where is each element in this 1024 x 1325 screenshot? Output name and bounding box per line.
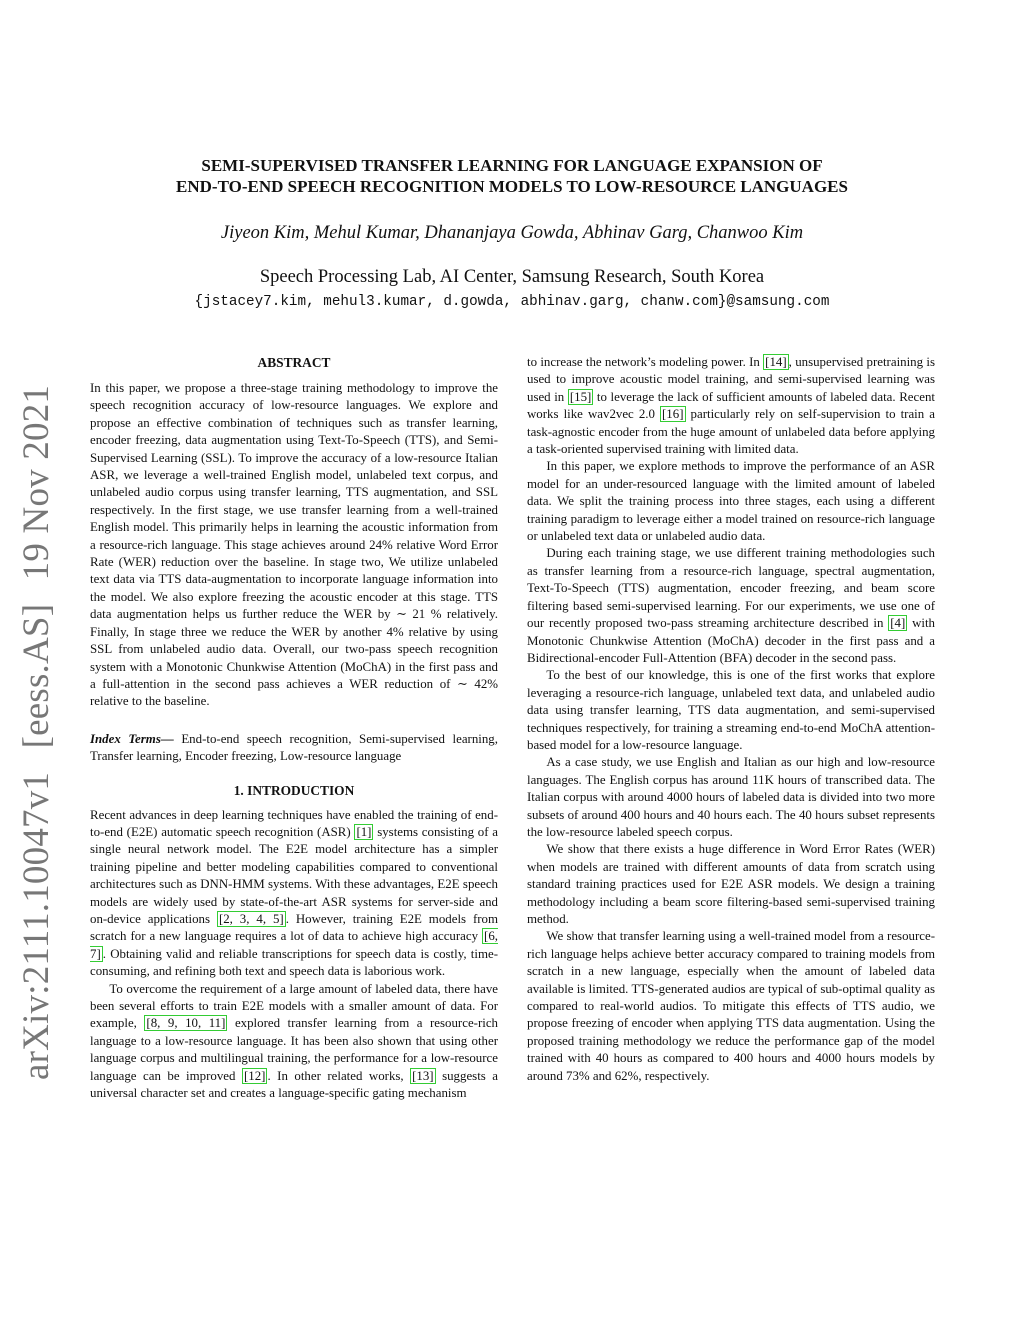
citation-link[interactable]	[410, 1068, 435, 1084]
citation-label: [2, 3, 4, 5]	[218, 911, 284, 926]
citation-label: [14]	[765, 355, 787, 369]
text-run: To overcome the requirement of a large amount of labeled data, there have been several efforts to train E2E models with a smaller amount of data. For example,	[90, 981, 498, 1031]
abstract-text: In this paper, we propose a three-stage training methodology to improve the speech recognition accuracy of low-resource languages. We explore and propose an effective combination of techniques such as transfer learning, encoder freezing, data augmentation using Text-To-Speech (TTS), and Semi-Supervised Learning (SSL). To improve the accuracy of a low-resource Italian ASR, we leverage a well-trained English model, unlabeled text corpus, and unlabeled audio corpus using transfer learning, TTS augmentation, and SSL respectively. In the first stage, we use transfer learning from a well-trained English model. This primarily helps in learning the acoustic information from a resource-rich language. This stage achieves around 24% relative Word Error Rate (WER) reduction over the baseline. In stage two, We utilize unlabeled text data via TTS data-augmentation to incorporate language information into the model. We also explore freezing the acoustic encoder at this stage. TTS data augmentation helps us further reduce the WER by ∼ 21 % relatively. Finally, In stage three we reduce the WER by another 4% relative by using SSL from unlabeled audio data. Overall, our two-pass speech recognition system with a Monotonic Chunkwise Attention (MoChA) in the first pass and a full-attention in the second pass achieves a WER reduction of ∼ 42% relative to the baseline.	[90, 381, 498, 709]
intro-paragraph-3	[527, 354, 935, 458]
arxiv-side-stamp	[7, 320, 67, 1080]
intro-paragraph-2	[90, 981, 498, 1103]
citation-link[interactable]	[144, 1015, 227, 1031]
paper-title	[60, 155, 964, 197]
email-list: {jstacey7.kim, mehul3.kumar, d.gowda, abhinav.garg, chanw.com}@samsung.com	[194, 294, 830, 310]
intro-paragraph-1	[90, 807, 498, 981]
citation-link[interactable]	[354, 824, 373, 840]
text-run: . In other related works,	[267, 1068, 411, 1083]
emails	[60, 291, 964, 312]
citation-link[interactable]	[217, 911, 286, 927]
citation-label: [13]	[412, 1068, 434, 1083]
intro-paragraph-7: As a case study, we use English and Italian as our high and low-resource languages. The English corpus has around 11K hours of transcribed data. The Italian corpus with around 4000 hours of labeled data is divided into two more subsets of around 400 hours and 40 hours each. The 40 hours subset represents the low-resource labeled speech corpus.	[527, 755, 935, 839]
text-run: . Obtaining valid and reliable transcriptions for speech data is costly, time-consuming, and refining both text and speech data is laborious work.	[90, 946, 498, 979]
citation-link[interactable]	[660, 406, 685, 422]
intro-paragraph-8: We show that there exists a huge difference in Word Error Rates (WER) when models are trained with different amounts of data from scratch using standard training practices used for E2E ASR models. We design a training methodology including a beam score filtering-based semi-supervised training method.	[527, 842, 935, 926]
citation-label: [12]	[243, 1068, 266, 1083]
citation-link[interactable]	[888, 615, 907, 631]
text-run: suggests a universal character set and creates a language-specific gating mechanism	[90, 1068, 498, 1101]
citation-label: [16]	[662, 407, 684, 422]
arxiv-id: arXiv:2111.10047v1	[16, 771, 57, 1080]
citation-label: [1]	[356, 824, 372, 839]
text-run: explored transfer learning from a resource-rich language to a low-resource language. It has been also shown that using other language corpus and multilingual training, the performance for a low-resource language can be improved	[90, 1016, 498, 1083]
citation-label: [15]	[569, 389, 592, 404]
citation-link[interactable]	[568, 389, 593, 405]
citation-label: [8, 9, 10, 11]	[146, 1016, 226, 1031]
right-column	[527, 354, 935, 1085]
citation-link[interactable]	[242, 1068, 267, 1084]
text-run: . However, training E2E models from scratch for a new language requires a lot of data to achieve high accuracy	[90, 911, 499, 944]
arxiv-category: [eess.AS]	[16, 603, 57, 749]
intro-paragraph-9: We show that transfer learning using a well-trained model from a resource-rich language helps achieve better accuracy compared to training models from scratch in a new language, especially when the amount of labeled data available is limited. TTS-generated audios are typical of sub-optimal quality as compared to real-world audios. To mitigate this effects of TTS audio, we propose freezing of encoder when applying TTS data augmentation. Using the proposed training methodology we reduce the performance gap of the model trained with 40 hours as compared to 400 hours and 4000 hours models by around 73% and 62%, respectively.	[527, 929, 935, 1083]
text-run: Recent advances in deep learning techniques have enabled the training of end-to-end (E2E) automatic speech recognition (ASR)	[90, 807, 498, 839]
index-terms	[90, 731, 498, 766]
citation-label: [4]	[890, 616, 906, 631]
left-column	[90, 354, 498, 1102]
authors: Jiyeon Kim, Mehul Kumar, Dhananjaya Gowda, Abhinav Garg, Chanwoo Kim	[220, 223, 804, 243]
text-run: systems consisting of a single neural network model. The E2E model architecture has a simpler training pipeline and better modeling capabilities compared to conventional architectures such as DNN-HMM systems. With these advantages, E2E speech models are widely used by state-of-the-art ASR systems for server-side and on-device applications	[90, 824, 498, 926]
arxiv-date: 19 Nov 2021	[16, 384, 57, 581]
index-terms-label: Index Terms—	[90, 731, 174, 746]
intro-heading: 1. INTRODUCTION	[233, 782, 355, 798]
intro-paragraph-4: In this paper, we explore methods to improve the performance of an ASR model for an under-resourced language with the limited amount of labeled data. We split the training process into three stages, each using a different training paradigm to leverage either a model trained on resource-rich language or unlabeled text data or unlabeled audio data.	[527, 459, 935, 544]
citation-link[interactable]	[763, 354, 788, 370]
intro-paragraph-5	[527, 545, 935, 667]
text-run: particularly rely on self-supervision to train a task-agnostic encoder from the huge amount of unlabeled data before applying a task-oriented supervised training with limited data.	[527, 407, 935, 457]
text-run: to increase the network’s modeling power. In	[527, 355, 764, 369]
citation-label: [6, 7]	[90, 929, 498, 961]
index-terms-text: End-to-end speech recognition, Semi-supervised learning, Transfer learning, Encoder freezing, Low-resource language	[90, 731, 498, 764]
text-run: to leverage the lack of sufficient amounts of labeled data. Recent works like wav2vec 2.0	[527, 389, 935, 422]
intro-paragraph-6: To the best of our knowledge, this is one of the first works that explore leveraging a resource-rich language, unlabeled text data, and unlabeled audio data using transfer learning, TTS data augmentation, and semi-supervised techniques respectively, for training a streaming end-to-end MoChA attention-based model for a low-resource language.	[527, 668, 935, 752]
paper-title-line-1: SEMI-SUPERVISED TRANSFER LEARNING FOR LANGUAGE EXPANSION OF	[201, 156, 823, 175]
text-run: During each training stage, we use different training methodologies such as transfer learning from a resource-rich language, spectral augmentation, Text-To-Speech (TTS) augmentation, encoder freezing, and beam score filtering based semi-supervised learning. For our experiments, we use one of our recently proposed two-pass streaming architecture described in	[527, 546, 935, 631]
text-run: with Monotonic Chunkwise Attention (MoChA) decoder in the first pass and a Bidirectional-encoder Full-Attention (BFA) decoder in the second pass.	[527, 616, 935, 665]
abstract-heading: ABSTRACT	[257, 355, 331, 370]
text-run: , unsupervised pretraining is used to improve acoustic model training, and semi-supervised learning was used in	[527, 355, 935, 404]
affiliation: Speech Processing Lab, AI Center, Samsung Research, South Korea	[259, 267, 765, 287]
paper-title-line-2: END-TO-END SPEECH RECOGNITION MODELS TO LOW-RESOURCE LANGUAGES	[176, 177, 848, 196]
